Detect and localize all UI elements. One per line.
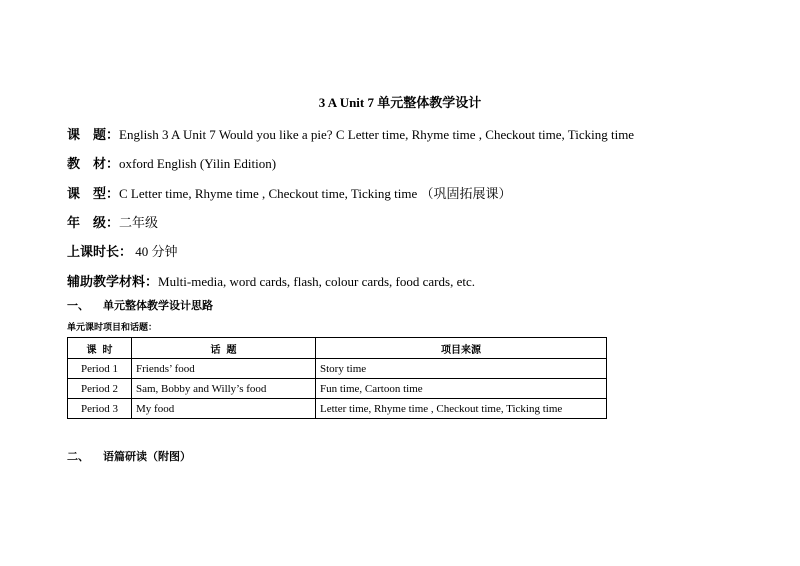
field-textbook-label: 教 材：: [67, 157, 120, 172]
table-caption: 单元课时项目和话题：: [67, 323, 158, 333]
field-duration-label: 上课时长：: [67, 245, 133, 260]
field-lesson-type: [67, 183, 512, 202]
field-grade-label: 年 级：: [67, 216, 120, 231]
section-heading-2: [67, 448, 191, 464]
lesson-plan-table: [67, 337, 607, 419]
table-cell: My food: [132, 399, 316, 419]
section-heading-1: [67, 297, 213, 313]
field-materials-label: 辅助教学材料：: [67, 275, 159, 290]
section-2-number: 二、: [67, 450, 89, 463]
column-header-topic: 话 题: [132, 338, 316, 359]
section-2-text: 语篇研读（附图）: [103, 450, 191, 463]
field-duration: [67, 241, 178, 260]
field-topic: [67, 124, 634, 143]
table-row: [68, 379, 607, 399]
table-row: [68, 399, 607, 419]
field-topic-value: English 3 A Unit 7 Would you like a pie? C Letter time, Rhyme time , Checkout time, Ticking time: [119, 127, 635, 142]
field-textbook-value: oxford English (Yilin Edition): [119, 156, 277, 171]
document-title: 3 A Unit 7 单元整体教学设计: [318, 95, 482, 110]
column-header-period: 课 时: [68, 338, 132, 359]
table-row: [68, 359, 607, 379]
table-header-row: [68, 338, 607, 359]
table-cell: Friends’ food: [132, 359, 316, 379]
column-header-source: 项目来源: [316, 338, 607, 359]
field-topic-label: 课 题：: [67, 128, 120, 143]
field-textbook: [67, 153, 276, 172]
table-cell: Fun time, Cartoon time: [316, 379, 607, 399]
field-materials: [67, 271, 475, 290]
section-1-number: 一、: [67, 299, 89, 312]
table-cell: Period 3: [68, 399, 132, 419]
field-materials-value: Multi-media, word cards, flash, colour cards, food cards, etc.: [158, 274, 475, 289]
field-lesson-type-value: C Letter time, Rhyme time , Checkout time, Ticking time （巩固拓展课）: [119, 186, 512, 201]
table-cell: Period 2: [68, 379, 132, 399]
field-lesson-type-label: 课 型：: [67, 187, 120, 202]
section-1-text: 单元整体教学设计思路: [103, 299, 213, 312]
table-cell: Sam, Bobby and Willy’s food: [132, 379, 316, 399]
field-duration-value: 40 分钟: [132, 244, 178, 259]
table-cell: Period 1: [68, 359, 132, 379]
table-cell: Letter time, Rhyme time , Checkout time, Ticking time: [316, 399, 607, 419]
field-grade: [67, 212, 158, 231]
table-cell: Story time: [316, 359, 607, 379]
field-grade-value: 二年级: [119, 215, 159, 230]
